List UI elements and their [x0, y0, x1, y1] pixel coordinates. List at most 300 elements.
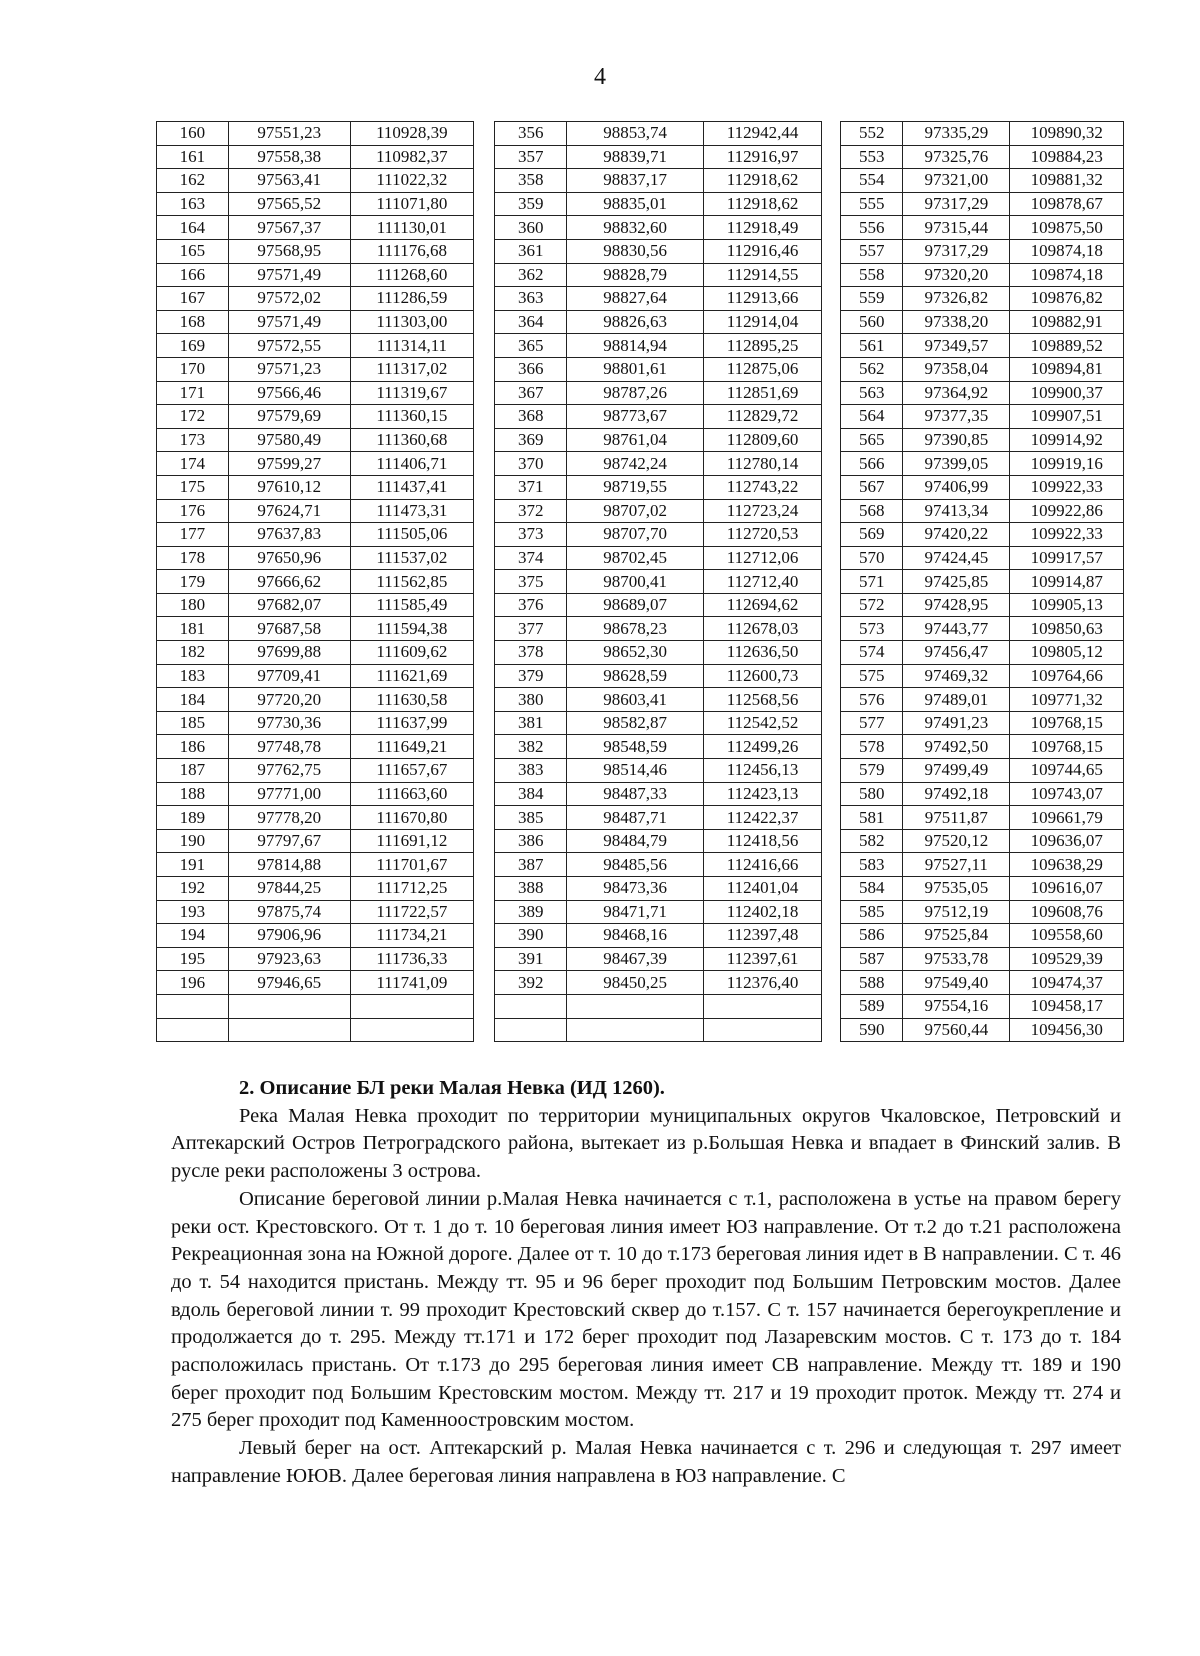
table-cell: 97558,38	[228, 145, 350, 169]
table-cell: 111360,15	[350, 405, 473, 429]
table-cell: 109900,37	[1010, 381, 1124, 405]
table-cell: 112720,53	[704, 523, 822, 547]
table-gap	[473, 688, 494, 712]
table-cell: 377	[495, 617, 567, 641]
table-cell: 109771,32	[1010, 688, 1124, 712]
table-cell: 381	[495, 711, 567, 735]
table-cell: 112397,61	[704, 947, 822, 971]
table-cell: 109881,32	[1010, 169, 1124, 193]
table-cell: 364	[495, 310, 567, 334]
table-cell: 97666,62	[228, 570, 350, 594]
table-cell: 112913,66	[704, 287, 822, 311]
table-cell: 167	[157, 287, 229, 311]
table-cell: 111609,62	[350, 641, 473, 665]
table-cell: 366	[495, 357, 567, 381]
table-cell: 380	[495, 688, 567, 712]
table-gap	[821, 994, 840, 1018]
table-cell: 97420,22	[903, 523, 1010, 547]
table-cell: 356	[495, 122, 567, 146]
table-cell: 97535,05	[903, 877, 1010, 901]
table-cell: 97317,29	[903, 192, 1010, 216]
section-paragraph-2: Описание береговой линии р.Малая Невка начинается с т.1, расположена в устье на правом берегу реки ост. Крестовского. От т. 1 до т. 10 береговая линия имеет ЮЗ направление. От т.2 до т.21 расположена Рекреационная зона на Южной дороге. Далее от т. 10 до т.173 береговая линия идет в В направлении. С т. 46 до т. 54 находится пристань. Между тт. 95 и 96 берег проходит под Большим Петровским мостов. Далее вдоль береговой линии т. 99 проходит Крестовский сквер до т.157. С т. 157 начинается берегоукрепление и продолжается до т. 295. Между тт.171 и 172 берег проходит под Лазаревским мостов. С т. 173 до т. 184 расположилась пристань. От т.173 до 295 береговая линия имеет СВ направление. Между тт. 189 и 190 берег проходит под Большим Крестовским мостом. Между тт. 217 и 19 проходит проток. Между тт. 274 и 275 берег проходит под Каменноостровским мостом.	[171, 1187, 1121, 1432]
table-cell: 98689,07	[567, 593, 704, 617]
table-cell: 98487,33	[567, 782, 704, 806]
table-cell: 556	[841, 216, 903, 240]
table-cell: 112914,04	[704, 310, 822, 334]
table-cell	[567, 1018, 704, 1042]
table-cell: 112942,44	[704, 122, 822, 146]
table-row	[157, 806, 1124, 830]
table-gap	[473, 334, 494, 358]
table-cell: 109558,60	[1010, 924, 1124, 948]
table-cell: 97399,05	[903, 452, 1010, 476]
table-cell: 565	[841, 428, 903, 452]
table-gap	[473, 546, 494, 570]
table-cell: 166	[157, 263, 229, 287]
table-cell: 109608,76	[1010, 900, 1124, 924]
table-gap	[473, 263, 494, 287]
table-cell: 112914,55	[704, 263, 822, 287]
section-paragraph-3: Левый берег на ост. Аптекарский р. Малая Невка начинается с т. 296 и следующая т. 297 имеет направление ЮЮВ. Далее береговая линия направлена в ЮЗ направление. С	[171, 1437, 1121, 1487]
table-cell: 97390,85	[903, 428, 1010, 452]
table-row	[157, 475, 1124, 499]
table-cell: 579	[841, 759, 903, 783]
table-cell	[704, 1018, 822, 1042]
table-cell: 98652,30	[567, 641, 704, 665]
table-cell: 373	[495, 523, 567, 547]
table-cell: 196	[157, 971, 229, 995]
table-cell: 112422,37	[704, 806, 822, 830]
table-cell: 111722,57	[350, 900, 473, 924]
table-cell: 112694,62	[704, 593, 822, 617]
table-cell: 97814,88	[228, 853, 350, 877]
table-cell: 109907,51	[1010, 405, 1124, 429]
table-row	[157, 216, 1124, 240]
table-cell: 191	[157, 853, 229, 877]
table-cell: 98484,79	[567, 829, 704, 853]
table-gap	[473, 806, 494, 830]
table-cell: 97492,18	[903, 782, 1010, 806]
table-cell: 98707,02	[567, 499, 704, 523]
table-cell: 365	[495, 334, 567, 358]
table-row	[157, 499, 1124, 523]
table-row	[157, 428, 1124, 452]
table-cell: 97778,20	[228, 806, 350, 830]
table-row	[157, 334, 1124, 358]
table-cell: 111657,67	[350, 759, 473, 783]
table-cell: 98450,25	[567, 971, 704, 995]
table-gap	[821, 924, 840, 948]
table-cell: 97469,32	[903, 664, 1010, 688]
table-cell: 98582,87	[567, 711, 704, 735]
section-text	[171, 1075, 1121, 1491]
table-cell: 112723,24	[704, 499, 822, 523]
table-gap	[821, 570, 840, 594]
table-cell: 111736,33	[350, 947, 473, 971]
table-gap	[473, 971, 494, 995]
table-gap	[473, 593, 494, 617]
table-gap	[821, 310, 840, 334]
table-cell: 97443,77	[903, 617, 1010, 641]
table-gap	[821, 334, 840, 358]
table-cell: 112712,06	[704, 546, 822, 570]
table-row	[157, 452, 1124, 476]
table-cell: 109743,07	[1010, 782, 1124, 806]
table-gap	[473, 287, 494, 311]
table-cell: 112402,18	[704, 900, 822, 924]
section-heading: 2. Описание БЛ реки Малая Невка (ИД 1260).	[239, 1077, 665, 1099]
table-cell: 112678,03	[704, 617, 822, 641]
table-cell: 588	[841, 971, 903, 995]
table-cell: 97709,41	[228, 664, 350, 688]
table-cell: 111537,02	[350, 546, 473, 570]
table-cell: 112499,26	[704, 735, 822, 759]
table-cell: 97797,67	[228, 829, 350, 853]
table-cell: 109768,15	[1010, 735, 1124, 759]
table-cell: 109764,66	[1010, 664, 1124, 688]
table-cell: 385	[495, 806, 567, 830]
table-cell: 186	[157, 735, 229, 759]
table-cell: 111585,49	[350, 593, 473, 617]
table-row	[157, 924, 1124, 948]
table-cell: 171	[157, 381, 229, 405]
table-row	[157, 570, 1124, 594]
table-row	[157, 310, 1124, 334]
table-cell: 161	[157, 145, 229, 169]
table-cell: 109661,79	[1010, 806, 1124, 830]
table-cell: 98839,71	[567, 145, 704, 169]
table-cell: 112416,66	[704, 853, 822, 877]
table-cell: 384	[495, 782, 567, 806]
table-gap	[473, 381, 494, 405]
table-cell: 97358,04	[903, 357, 1010, 381]
table-cell: 98837,17	[567, 169, 704, 193]
table-cell: 372	[495, 499, 567, 523]
table-row	[157, 971, 1124, 995]
table-cell: 98468,16	[567, 924, 704, 948]
table-cell: 109914,92	[1010, 428, 1124, 452]
table-row	[157, 735, 1124, 759]
table-cell: 582	[841, 829, 903, 853]
table-cell: 586	[841, 924, 903, 948]
table-cell: 98853,74	[567, 122, 704, 146]
table-gap	[473, 192, 494, 216]
table-cell: 111701,67	[350, 853, 473, 877]
table-cell: 358	[495, 169, 567, 193]
table-cell: 111319,67	[350, 381, 473, 405]
table-cell: 574	[841, 641, 903, 665]
table-row	[157, 381, 1124, 405]
table-cell: 185	[157, 711, 229, 735]
table-cell: 561	[841, 334, 903, 358]
table-cell: 386	[495, 829, 567, 853]
table-gap	[473, 169, 494, 193]
table-cell: 173	[157, 428, 229, 452]
table-cell: 98719,55	[567, 475, 704, 499]
table-row	[157, 523, 1124, 547]
table-cell: 98628,59	[567, 664, 704, 688]
table-cell: 98707,70	[567, 523, 704, 547]
table-cell: 192	[157, 877, 229, 901]
table-gap	[473, 994, 494, 1018]
table-cell: 98828,79	[567, 263, 704, 287]
table-cell: 111691,12	[350, 829, 473, 853]
table-cell: 392	[495, 971, 567, 995]
table-cell: 189	[157, 806, 229, 830]
table-cell: 169	[157, 334, 229, 358]
table-cell: 97520,12	[903, 829, 1010, 853]
table-cell: 98467,39	[567, 947, 704, 971]
table-cell: 566	[841, 452, 903, 476]
table-cell: 391	[495, 947, 567, 971]
table-cell: 165	[157, 239, 229, 263]
table-gap	[821, 735, 840, 759]
table-cell: 97492,50	[903, 735, 1010, 759]
table-gap	[473, 239, 494, 263]
table-cell: 194	[157, 924, 229, 948]
table-cell: 179	[157, 570, 229, 594]
table-cell: 578	[841, 735, 903, 759]
table-cell: 97762,75	[228, 759, 350, 783]
table-cell: 379	[495, 664, 567, 688]
table-cell: 97682,07	[228, 593, 350, 617]
table-cell: 181	[157, 617, 229, 641]
table-cell: 581	[841, 806, 903, 830]
table-cell: 97610,12	[228, 475, 350, 499]
table-cell: 170	[157, 357, 229, 381]
table-cell: 109529,39	[1010, 947, 1124, 971]
table-gap	[473, 216, 494, 240]
table-cell: 560	[841, 310, 903, 334]
table-cell: 370	[495, 452, 567, 476]
table-cell: 175	[157, 475, 229, 499]
table-row	[157, 877, 1124, 901]
table-cell: 97579,69	[228, 405, 350, 429]
table-cell: 97563,41	[228, 169, 350, 193]
table-cell: 112875,06	[704, 357, 822, 381]
table-cell: 360	[495, 216, 567, 240]
table-cell: 97499,49	[903, 759, 1010, 783]
table-cell: 111473,31	[350, 499, 473, 523]
table-cell: 564	[841, 405, 903, 429]
table-cell: 112636,50	[704, 641, 822, 665]
table-cell: 98678,23	[567, 617, 704, 641]
table-cell: 111314,11	[350, 334, 473, 358]
table-gap	[473, 641, 494, 665]
table-cell: 97551,23	[228, 122, 350, 146]
table-cell	[495, 994, 567, 1018]
table-cell: 369	[495, 428, 567, 452]
table-cell: 112397,48	[704, 924, 822, 948]
table-cell: 109914,87	[1010, 570, 1124, 594]
table-cell: 371	[495, 475, 567, 499]
table-cell: 585	[841, 900, 903, 924]
table-cell: 111734,21	[350, 924, 473, 948]
table-cell: 97571,23	[228, 357, 350, 381]
table-cell: 97565,52	[228, 192, 350, 216]
coordinates-table-body	[157, 122, 1124, 1042]
table-gap	[821, 971, 840, 995]
table-gap	[473, 664, 494, 688]
table-cell: 361	[495, 239, 567, 263]
table-cell: 97315,44	[903, 216, 1010, 240]
table-cell: 112780,14	[704, 452, 822, 476]
table-cell: 109744,65	[1010, 759, 1124, 783]
table-cell: 97923,63	[228, 947, 350, 971]
table-cell: 112376,40	[704, 971, 822, 995]
table-cell: 109805,12	[1010, 641, 1124, 665]
table-cell: 98761,04	[567, 428, 704, 452]
table-cell: 111437,41	[350, 475, 473, 499]
table-cell: 112423,13	[704, 782, 822, 806]
table-cell: 111360,68	[350, 428, 473, 452]
table-gap	[821, 688, 840, 712]
table-cell: 111505,06	[350, 523, 473, 547]
table-cell: 97338,20	[903, 310, 1010, 334]
table-cell: 109616,07	[1010, 877, 1124, 901]
table-cell	[228, 1018, 350, 1042]
table-cell: 110982,37	[350, 145, 473, 169]
table-cell: 112600,73	[704, 664, 822, 688]
table-cell: 112851,69	[704, 381, 822, 405]
table-cell: 97489,01	[903, 688, 1010, 712]
table-cell: 97554,16	[903, 994, 1010, 1018]
table-cell: 111712,25	[350, 877, 473, 901]
table-cell: 111649,21	[350, 735, 473, 759]
table-gap	[473, 428, 494, 452]
table-cell: 376	[495, 593, 567, 617]
table-cell: 168	[157, 310, 229, 334]
table-cell: 97533,78	[903, 947, 1010, 971]
table-cell: 184	[157, 688, 229, 712]
table-cell: 558	[841, 263, 903, 287]
table-cell	[350, 994, 473, 1018]
table-cell: 98702,45	[567, 546, 704, 570]
table-gap	[473, 570, 494, 594]
table-cell: 390	[495, 924, 567, 948]
table-cell: 111562,85	[350, 570, 473, 594]
table-cell	[704, 994, 822, 1018]
table-row	[157, 1018, 1124, 1042]
table-row	[157, 947, 1124, 971]
table-cell: 98514,46	[567, 759, 704, 783]
table-cell: 587	[841, 947, 903, 971]
table-gap	[821, 216, 840, 240]
table-gap	[473, 947, 494, 971]
table-cell: 98700,41	[567, 570, 704, 594]
table-cell	[157, 994, 229, 1018]
table-cell: 388	[495, 877, 567, 901]
table-cell: 357	[495, 145, 567, 169]
table-row	[157, 287, 1124, 311]
table-cell: 98832,60	[567, 216, 704, 240]
table-cell: 97317,29	[903, 239, 1010, 263]
table-cell: 577	[841, 711, 903, 735]
table-cell: 112918,49	[704, 216, 822, 240]
table-cell: 109876,82	[1010, 287, 1124, 311]
table-gap	[821, 900, 840, 924]
table-cell: 97844,25	[228, 877, 350, 901]
table-cell: 97512,19	[903, 900, 1010, 924]
table-gap	[821, 169, 840, 193]
table-cell: 575	[841, 664, 903, 688]
table-cell: 98826,63	[567, 310, 704, 334]
table-cell: 109894,81	[1010, 357, 1124, 381]
table-gap	[821, 641, 840, 665]
table-cell: 112456,13	[704, 759, 822, 783]
table-cell: 97321,00	[903, 169, 1010, 193]
table-row	[157, 759, 1124, 783]
table-cell: 374	[495, 546, 567, 570]
table-gap	[821, 617, 840, 641]
table-cell: 97650,96	[228, 546, 350, 570]
table-cell: 111663,60	[350, 782, 473, 806]
table-row	[157, 263, 1124, 287]
table-cell	[567, 994, 704, 1018]
table-gap	[821, 877, 840, 901]
table-cell: 97511,87	[903, 806, 1010, 830]
table-cell: 97730,36	[228, 711, 350, 735]
table-cell: 572	[841, 593, 903, 617]
table-cell: 576	[841, 688, 903, 712]
table-cell: 98827,64	[567, 287, 704, 311]
table-cell: 98471,71	[567, 900, 704, 924]
table-cell: 111406,71	[350, 452, 473, 476]
table-cell: 553	[841, 145, 903, 169]
table-cell: 109922,86	[1010, 499, 1124, 523]
table-cell: 111130,01	[350, 216, 473, 240]
table-cell: 111176,68	[350, 239, 473, 263]
table-cell: 187	[157, 759, 229, 783]
table-cell: 109878,67	[1010, 192, 1124, 216]
table-cell: 111630,58	[350, 688, 473, 712]
table-cell: 367	[495, 381, 567, 405]
table-gap	[821, 475, 840, 499]
table-gap	[473, 145, 494, 169]
table-cell: 387	[495, 853, 567, 877]
table-gap	[821, 546, 840, 570]
table-row	[157, 853, 1124, 877]
table-cell: 110928,39	[350, 122, 473, 146]
table-cell: 111268,60	[350, 263, 473, 287]
table-gap	[473, 617, 494, 641]
table-cell: 109768,15	[1010, 711, 1124, 735]
section-paragraph-1: Река Малая Невка проходит по территории муниципальных округов Чкаловское, Петровский и Аптекарский Остров Петроградского района, вытекает из р.Большая Невка и впадает в Финский залив. В русле реки расположены 3 острова.	[171, 1104, 1121, 1183]
table-gap	[473, 475, 494, 499]
table-cell: 97599,27	[228, 452, 350, 476]
table-cell: 111594,38	[350, 617, 473, 641]
table-cell: 97687,58	[228, 617, 350, 641]
table-cell: 112809,60	[704, 428, 822, 452]
table-gap	[821, 806, 840, 830]
table-gap	[821, 523, 840, 547]
table-row	[157, 688, 1124, 712]
table-gap	[821, 239, 840, 263]
table-cell: 109874,18	[1010, 239, 1124, 263]
table-row	[157, 782, 1124, 806]
table-cell: 563	[841, 381, 903, 405]
table-cell: 97906,96	[228, 924, 350, 948]
table-cell: 98548,59	[567, 735, 704, 759]
table-cell: 176	[157, 499, 229, 523]
table-cell: 97424,45	[903, 546, 1010, 570]
table-cell: 195	[157, 947, 229, 971]
table-gap	[821, 853, 840, 877]
table-cell: 389	[495, 900, 567, 924]
table-cell: 98485,56	[567, 853, 704, 877]
table-row	[157, 357, 1124, 381]
table-cell: 112568,56	[704, 688, 822, 712]
